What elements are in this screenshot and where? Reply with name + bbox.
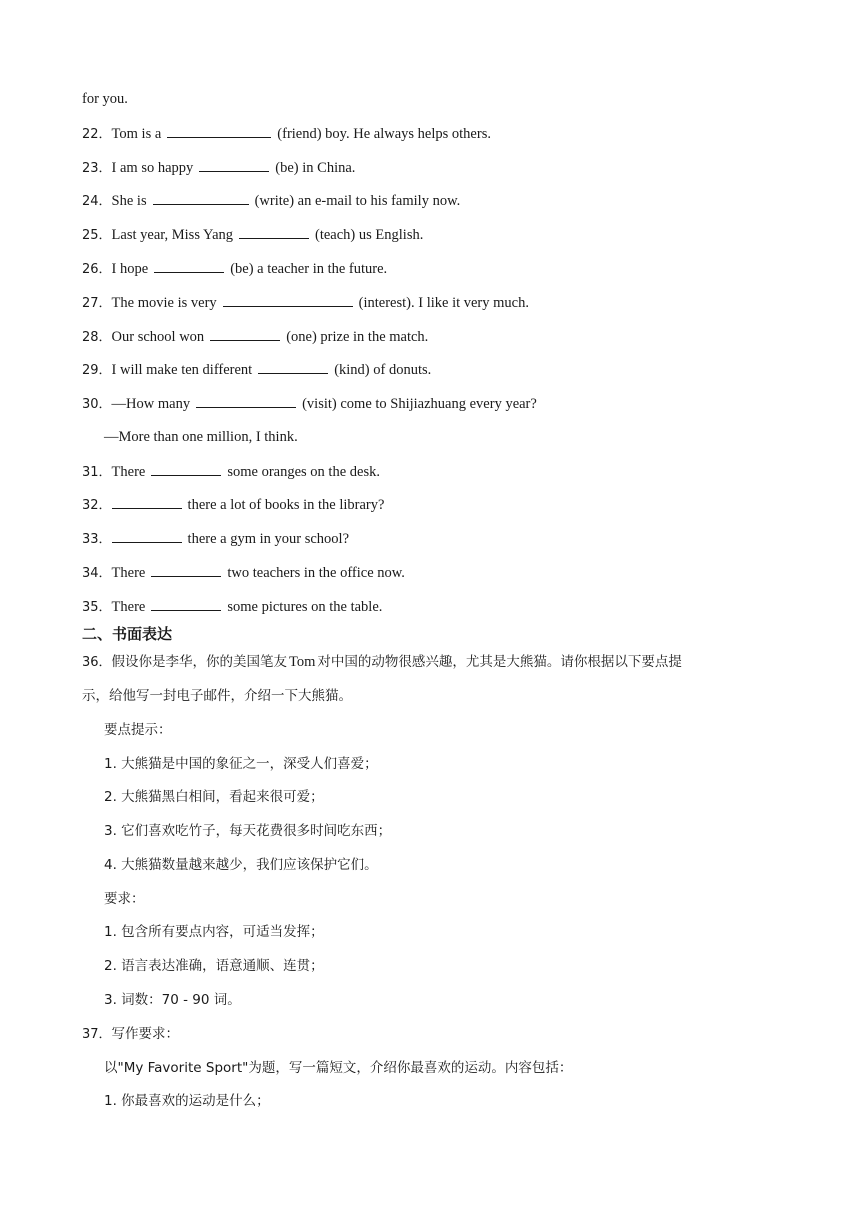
question-text-before: I hope <box>111 261 149 277</box>
answer-blank[interactable] <box>199 157 269 172</box>
question-number: 37． <box>82 1027 112 1042</box>
question-29 <box>82 359 431 381</box>
question-number: 36． <box>82 655 112 670</box>
requirements-title: 要求： <box>104 891 145 907</box>
answer-blank[interactable] <box>112 494 182 509</box>
answer-blank[interactable] <box>239 224 309 239</box>
question-27 <box>82 292 529 314</box>
question-number: 34． <box>82 566 112 581</box>
question-number: 29． <box>82 363 112 378</box>
hint-title: 要点提示： <box>104 722 172 738</box>
question-number: 24． <box>82 194 112 209</box>
answer-blank[interactable] <box>210 326 280 341</box>
question-text-before: Our school won <box>111 329 205 345</box>
question-32 <box>82 494 384 516</box>
answer-blank[interactable] <box>196 393 296 408</box>
question-34 <box>82 562 405 584</box>
hint-item-2: 2. 大熊猫黑白相间，看起来很可爱； <box>104 789 324 805</box>
answer-blank[interactable] <box>151 596 221 611</box>
section-title-writing: 二、书面表达 <box>82 625 173 643</box>
question-28 <box>82 326 428 348</box>
question-number: 33． <box>82 532 112 547</box>
prompt-text-en: Tom <box>289 654 316 670</box>
question-text-after: (write) an e-mail to his family now. <box>254 193 461 209</box>
question-text-before: There <box>111 464 146 480</box>
question-31 <box>82 461 380 483</box>
question-23 <box>82 157 355 179</box>
answer-blank[interactable] <box>153 190 249 205</box>
question-number: 27． <box>82 296 112 311</box>
question-text-before: There <box>111 599 146 615</box>
question-26 <box>82 258 387 280</box>
question-24 <box>82 190 460 212</box>
answer-blank[interactable] <box>167 123 271 138</box>
question-text-after: (one) prize in the match. <box>286 329 429 345</box>
question-25 <box>82 224 423 246</box>
hint-item-1: 1. 大熊猫是中国的象征之一，深受人们喜爱； <box>104 756 378 772</box>
prompt-text: 对中国的动物很感兴趣，尤其是大熊猫。请你根据以下要点提 <box>317 654 682 670</box>
question-text-after: (be) in China. <box>275 160 356 176</box>
question-37-title <box>82 1024 179 1045</box>
question-number: 35． <box>82 600 112 615</box>
requirement-item-2: 2. 语言表达准确，语意通顺、连贯； <box>104 958 324 974</box>
question-36-line-2: 示，给他写一封电子邮件，介绍一下大熊猫。 <box>82 688 352 704</box>
question-number: 25． <box>82 228 112 243</box>
question-text-before: There <box>111 565 146 581</box>
question-number: 28． <box>82 330 112 345</box>
question-text-after: (kind) of donuts. <box>334 362 432 378</box>
question-number: 22． <box>82 127 112 142</box>
question-text-before: The movie is very <box>111 295 217 311</box>
question-37-intro: 以"My Favorite Sport"为题，写一篇短文，介绍你最喜欢的运动。内容包括： <box>104 1060 573 1076</box>
question-text-after: there a gym in your school? <box>187 531 350 547</box>
answer-blank[interactable] <box>223 292 353 307</box>
question-text-after: (be) a teacher in the future. <box>230 261 388 277</box>
question-text-before: I will make ten different <box>111 362 253 378</box>
question-text-after: some oranges on the desk. <box>227 464 380 480</box>
question-22 <box>82 123 491 145</box>
question-text-after: some pictures on the table. <box>227 599 383 615</box>
question-text-before: I am so happy <box>111 160 194 176</box>
question-text-after: two teachers in the office now. <box>227 565 405 581</box>
question-text-after: (friend) boy. He always helps others. <box>277 126 491 142</box>
question-text-before: —How many <box>111 396 191 412</box>
prompt-text: 写作要求： <box>111 1026 180 1042</box>
question-number: 26． <box>82 262 112 277</box>
hint-item-4: 4. 大熊猫数量越来越少，我们应该保护它们。 <box>104 857 378 873</box>
answer-blank[interactable] <box>151 562 221 577</box>
question-30 <box>82 393 537 415</box>
question-text-before: Tom is a <box>111 126 162 142</box>
requirement-item-3: 3. 词数：70 - 90 词。 <box>104 992 241 1008</box>
requirement-item-1: 1. 包含所有要点内容，可适当发挥； <box>104 924 324 940</box>
question-36-line-1 <box>82 652 682 673</box>
question-30-answer: —More than one million, I think. <box>104 429 298 445</box>
question-text-after: (teach) us English. <box>315 227 424 243</box>
question-number: 23． <box>82 161 112 176</box>
answer-blank[interactable] <box>112 528 182 543</box>
question-text-after: (visit) come to Shijiazhuang every year? <box>302 396 537 412</box>
prompt-text: 假设你是李华，你的美国笔友 <box>111 654 288 670</box>
question-number: 31． <box>82 465 112 480</box>
question-text-after: there a lot of books in the library? <box>187 497 385 513</box>
answer-blank[interactable] <box>258 359 328 374</box>
question-text-before: Last year, Miss Yang <box>111 227 234 243</box>
question-text-after: (interest). I like it very much. <box>358 295 529 311</box>
answer-blank[interactable] <box>151 461 221 476</box>
answer-blank[interactable] <box>154 258 224 273</box>
question-number: 30． <box>82 397 112 412</box>
question-number: 32． <box>82 498 112 513</box>
hint-item-3: 3. 它们喜欢吃竹子，每天花费很多时间吃东西； <box>104 823 392 839</box>
continued-text: for you. <box>82 91 128 107</box>
question-text-before: She is <box>111 193 147 209</box>
question-35 <box>82 596 382 618</box>
question-37-item-1: 1. 你最喜欢的运动是什么； <box>104 1093 270 1109</box>
question-33 <box>82 528 349 550</box>
